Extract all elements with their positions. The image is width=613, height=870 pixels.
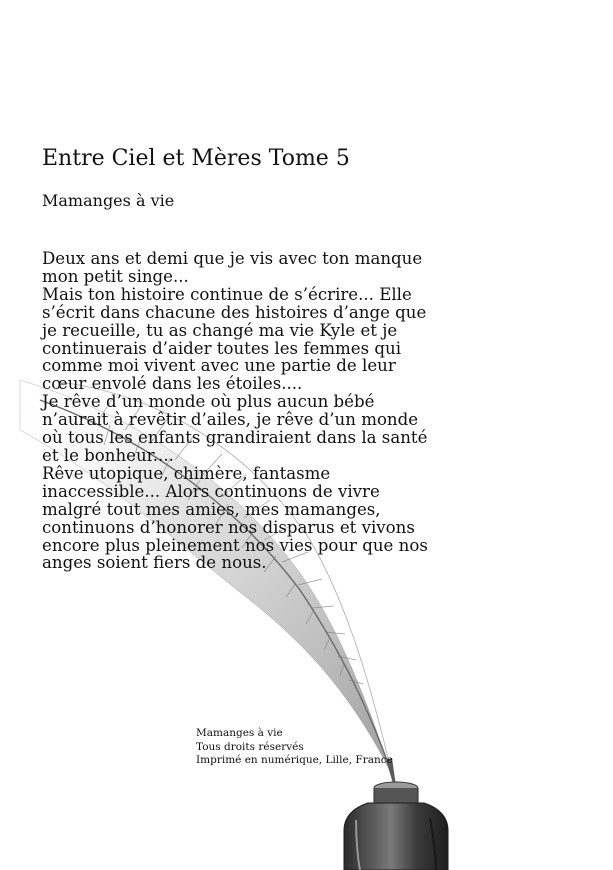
book-subtitle: Mamanges à vie xyxy=(42,191,175,210)
text-line: comme moi vivent avec une partie de leur xyxy=(42,356,396,376)
text-line: Je rêve d’un monde où plus aucun bébé xyxy=(42,392,375,412)
text-line: Rêve utopique, chimère, fantasme xyxy=(42,463,331,483)
text-line: malgré tout mes amies, mes mamanges, xyxy=(42,499,381,519)
text-line: je recueille, tu as changé ma vie Kyle et je xyxy=(42,320,398,340)
colophon-printing: Imprimé en numérique, Lille, France xyxy=(196,754,393,766)
text-line: n’aurait à revêtir d’ailes, je rêve d’un monde xyxy=(42,410,419,430)
text-line: Mais ton histoire continue de s’écrire... Elle xyxy=(42,284,412,304)
colophon-rights: Tous droits réservés xyxy=(196,740,304,753)
colophon xyxy=(196,727,393,768)
text-line: encore plus pleinement nos vies pour que nos xyxy=(42,535,428,555)
text-line: et le bonheur.... xyxy=(42,445,174,465)
text-line: cœur envolé dans les étoiles.... xyxy=(42,374,303,394)
text-line: inaccessible... Alors continuons de vivre xyxy=(42,481,380,501)
text-line: anges soient fiers de nous. xyxy=(42,553,267,573)
dedication-text xyxy=(42,250,482,572)
text-line: mon petit singe... xyxy=(42,266,189,286)
text-line: où tous les enfants grandiraient dans la santé xyxy=(42,428,428,448)
inkwell xyxy=(344,782,448,870)
text-line: Deux ans et demi que je vis avec ton manque xyxy=(42,249,423,268)
text-line: continuons d’honorer nos disparus et vivons xyxy=(42,517,415,537)
text-line: continuerais d’aider toutes les femmes qui xyxy=(42,338,402,358)
colophon-title: Mamanges à vie xyxy=(196,727,283,739)
book-title: Entre Ciel et Mères Tome 5 xyxy=(42,146,350,171)
text-line: s’écrit dans chacune des histoires d’ange que xyxy=(42,302,427,322)
